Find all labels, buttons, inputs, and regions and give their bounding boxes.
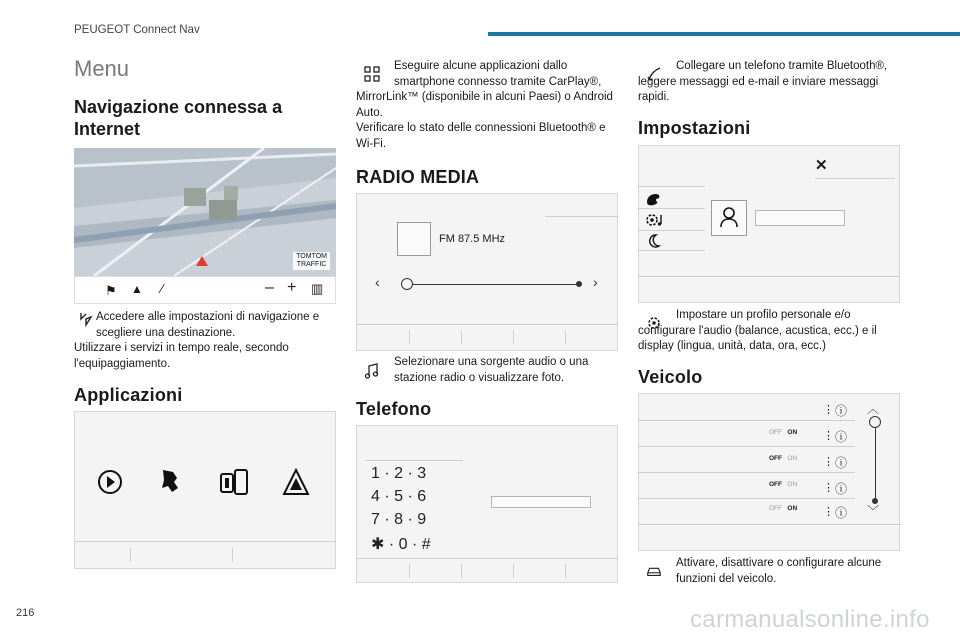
info-icon[interactable]: ⓘ	[835, 456, 848, 470]
dial-row-3[interactable]: 7 · 8 · 9	[371, 511, 427, 528]
more-options-icon[interactable]: ⋮	[823, 506, 834, 518]
header-accent-bar	[488, 32, 960, 36]
chevron-up-icon[interactable]: ︿	[867, 402, 880, 416]
tomtom-traffic-badge: TOMTOM TRAFFIC	[293, 252, 330, 270]
route-icon[interactable]: ∕	[161, 281, 164, 296]
nav-heading: Navigazione connessa a Internet	[74, 97, 283, 139]
nav-description: Accedere alle impostazioni di navigazione e scegliere una destinazione. Utilizzare i servizi in tempo reale, secondo l'equipaggiamento.	[74, 311, 320, 370]
frequency-slider[interactable]	[403, 284, 579, 285]
toggle-row-3[interactable]: OFF ON	[769, 481, 798, 488]
map-menu-icon[interactable]: ▥	[311, 281, 324, 296]
settings-screen	[638, 145, 900, 303]
info-icon[interactable]: ⓘ	[835, 404, 848, 418]
toggle-row-2[interactable]: OFF ON	[769, 455, 798, 462]
north-arrow-icon[interactable]: ▲	[131, 282, 143, 296]
car-icon	[646, 563, 662, 579]
station-artwork	[397, 222, 431, 256]
zoom-out-icon[interactable]: –	[265, 279, 274, 296]
settings-description: Impostare un profilo personale e/o configurare l'audio (balance, acustica, ecc.) e il display (lingua, unità, data, ora, ecc.)	[638, 309, 877, 352]
phone-heading: Telefono	[356, 399, 432, 419]
number-field[interactable]	[491, 496, 591, 508]
radio-screen	[356, 193, 618, 351]
radio-station: FM 87.5 MHz	[439, 233, 506, 245]
vehicle-heading: Veicolo	[638, 367, 703, 387]
more-options-icon[interactable]: ⋮	[823, 430, 834, 442]
toggle-row-4[interactable]: OFF ON	[769, 505, 798, 512]
dial-row-1[interactable]: 1 · 2 · 3	[371, 465, 427, 482]
more-options-icon[interactable]: ⋮	[823, 482, 834, 494]
music-note-icon	[364, 363, 380, 379]
watermark: carmanualsonline.info	[690, 606, 930, 633]
profile-button[interactable]	[711, 200, 747, 236]
toggle-row-1[interactable]: OFF ON	[769, 429, 798, 436]
zoom-in-icon[interactable]: +	[287, 279, 297, 296]
phone-description: Collegare un telefono tramite Bluetooth®, leggere messaggi ed e-mail e inviare messaggi rapidi.	[638, 60, 888, 103]
map-toolbar	[74, 276, 336, 304]
more-options-icon[interactable]: ⋮	[823, 404, 834, 416]
profile-name-field[interactable]	[755, 210, 845, 226]
scrollbar-handle[interactable]	[869, 416, 881, 428]
chevron-down-icon[interactable]: ﹀	[867, 504, 880, 518]
map-screen	[74, 148, 336, 276]
apps-heading: Applicazioni	[74, 385, 183, 405]
user-profile-icon	[712, 201, 746, 235]
scrollbar[interactable]	[875, 424, 876, 500]
vehicle-description: Attivare, disattivare o configurare alcune funzioni del veicolo.	[676, 557, 882, 585]
close-icon[interactable]: ✕	[815, 157, 828, 174]
phone-screen	[356, 425, 618, 583]
info-icon[interactable]: ⓘ	[835, 506, 848, 520]
settings-heading: Impostazioni	[638, 118, 751, 138]
more-options-icon[interactable]: ⋮	[823, 456, 834, 468]
running-header: PEUGEOT Connect Nav	[74, 24, 200, 36]
radio-heading: RADIO MEDIA	[356, 167, 480, 187]
frequency-slider-handle[interactable]	[401, 278, 413, 290]
apps-screen	[74, 411, 336, 569]
chevron-right-icon[interactable]: ›	[593, 274, 598, 290]
vehicle-screen	[638, 393, 900, 551]
mirror-screen-icon[interactable]	[219, 468, 249, 496]
chevron-left-icon[interactable]: ‹	[375, 274, 380, 290]
menu-title: Menu	[74, 56, 130, 81]
moon-icon[interactable]	[645, 233, 661, 249]
page-number: 216	[16, 607, 35, 619]
play-icon[interactable]	[97, 468, 123, 496]
gear-music-icon[interactable]	[645, 212, 665, 228]
dial-row-2[interactable]: 4 · 5 · 6	[371, 488, 427, 505]
checkered-flag-icon[interactable]: ⚑	[105, 283, 117, 298]
info-icon[interactable]: ⓘ	[835, 482, 848, 496]
apps-description: Eseguire alcune applicazioni dallo smartphone connesso tramite CarPlay®, MirrorLink™ (disponibile in alcuni Paesi) o Android Auto. Verificare lo stato delle connessioni Bluetooth® e Wi-Fi.	[356, 60, 613, 150]
android-auto-icon[interactable]	[281, 468, 311, 496]
radio-description: Selezionare una sorgente audio o una stazione radio o visualizzare foto.	[394, 356, 589, 384]
info-icon[interactable]: ⓘ	[835, 430, 848, 444]
peugeot-lion-icon[interactable]	[157, 466, 183, 496]
palette-icon[interactable]	[645, 192, 661, 206]
dial-row-4[interactable]: ✱ · 0 · #	[371, 536, 431, 553]
